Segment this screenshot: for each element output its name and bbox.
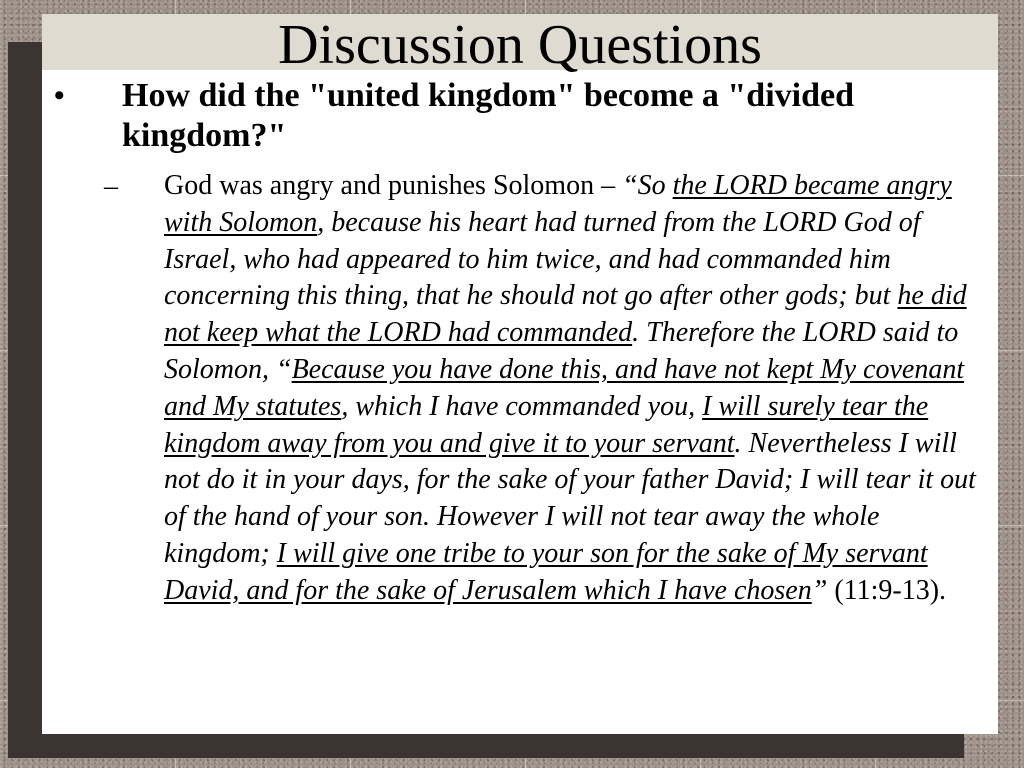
text-segment: ” <box>811 574 828 606</box>
text-segment: I will give one tribe to your son for the sake of My servant David, and for the sake of Jerusalem which I have chosen <box>164 537 928 606</box>
slide-title: Discussion Questions <box>278 14 762 76</box>
text-segment: . Therefore the LORD said to Solomon, “ <box>164 317 959 385</box>
text-segment: , which I have commanded you, <box>341 390 703 422</box>
sub-bullet-marker: – <box>104 171 118 202</box>
bullet-question-text: How did the "united kingdom" become a "divided kingdom?" <box>122 77 855 154</box>
sub-bullet-text <box>164 168 990 610</box>
text-segment: the LORD became angry with Solomon <box>164 170 952 238</box>
text-segment: . Nevertheless I will not do it in your days, for the sake of your father David; I will tear it out of the hand of your son. However I will not tear away the whole kingdom; <box>164 427 976 569</box>
text-segment: (11:9-13). <box>827 574 947 606</box>
text-segment: I will surely tear the kingdom away from you and give it to your servant <box>164 390 929 459</box>
text-segment: , because his heart had turned from the LORD God of Israel, who had appeared to him twice, and had commanded him concerning this thing, that he should not go after other gods; but <box>164 206 921 312</box>
text-segment: God was angry and punishes Solomon – <box>164 170 623 201</box>
text-segment: Because you have done this, and have not kept My covenant and My statutes <box>164 353 965 422</box>
bullet-marker: • <box>54 79 65 112</box>
text-segment: he did not keep what the LORD had commanded <box>164 280 967 349</box>
text-segment: “So <box>622 170 673 201</box>
